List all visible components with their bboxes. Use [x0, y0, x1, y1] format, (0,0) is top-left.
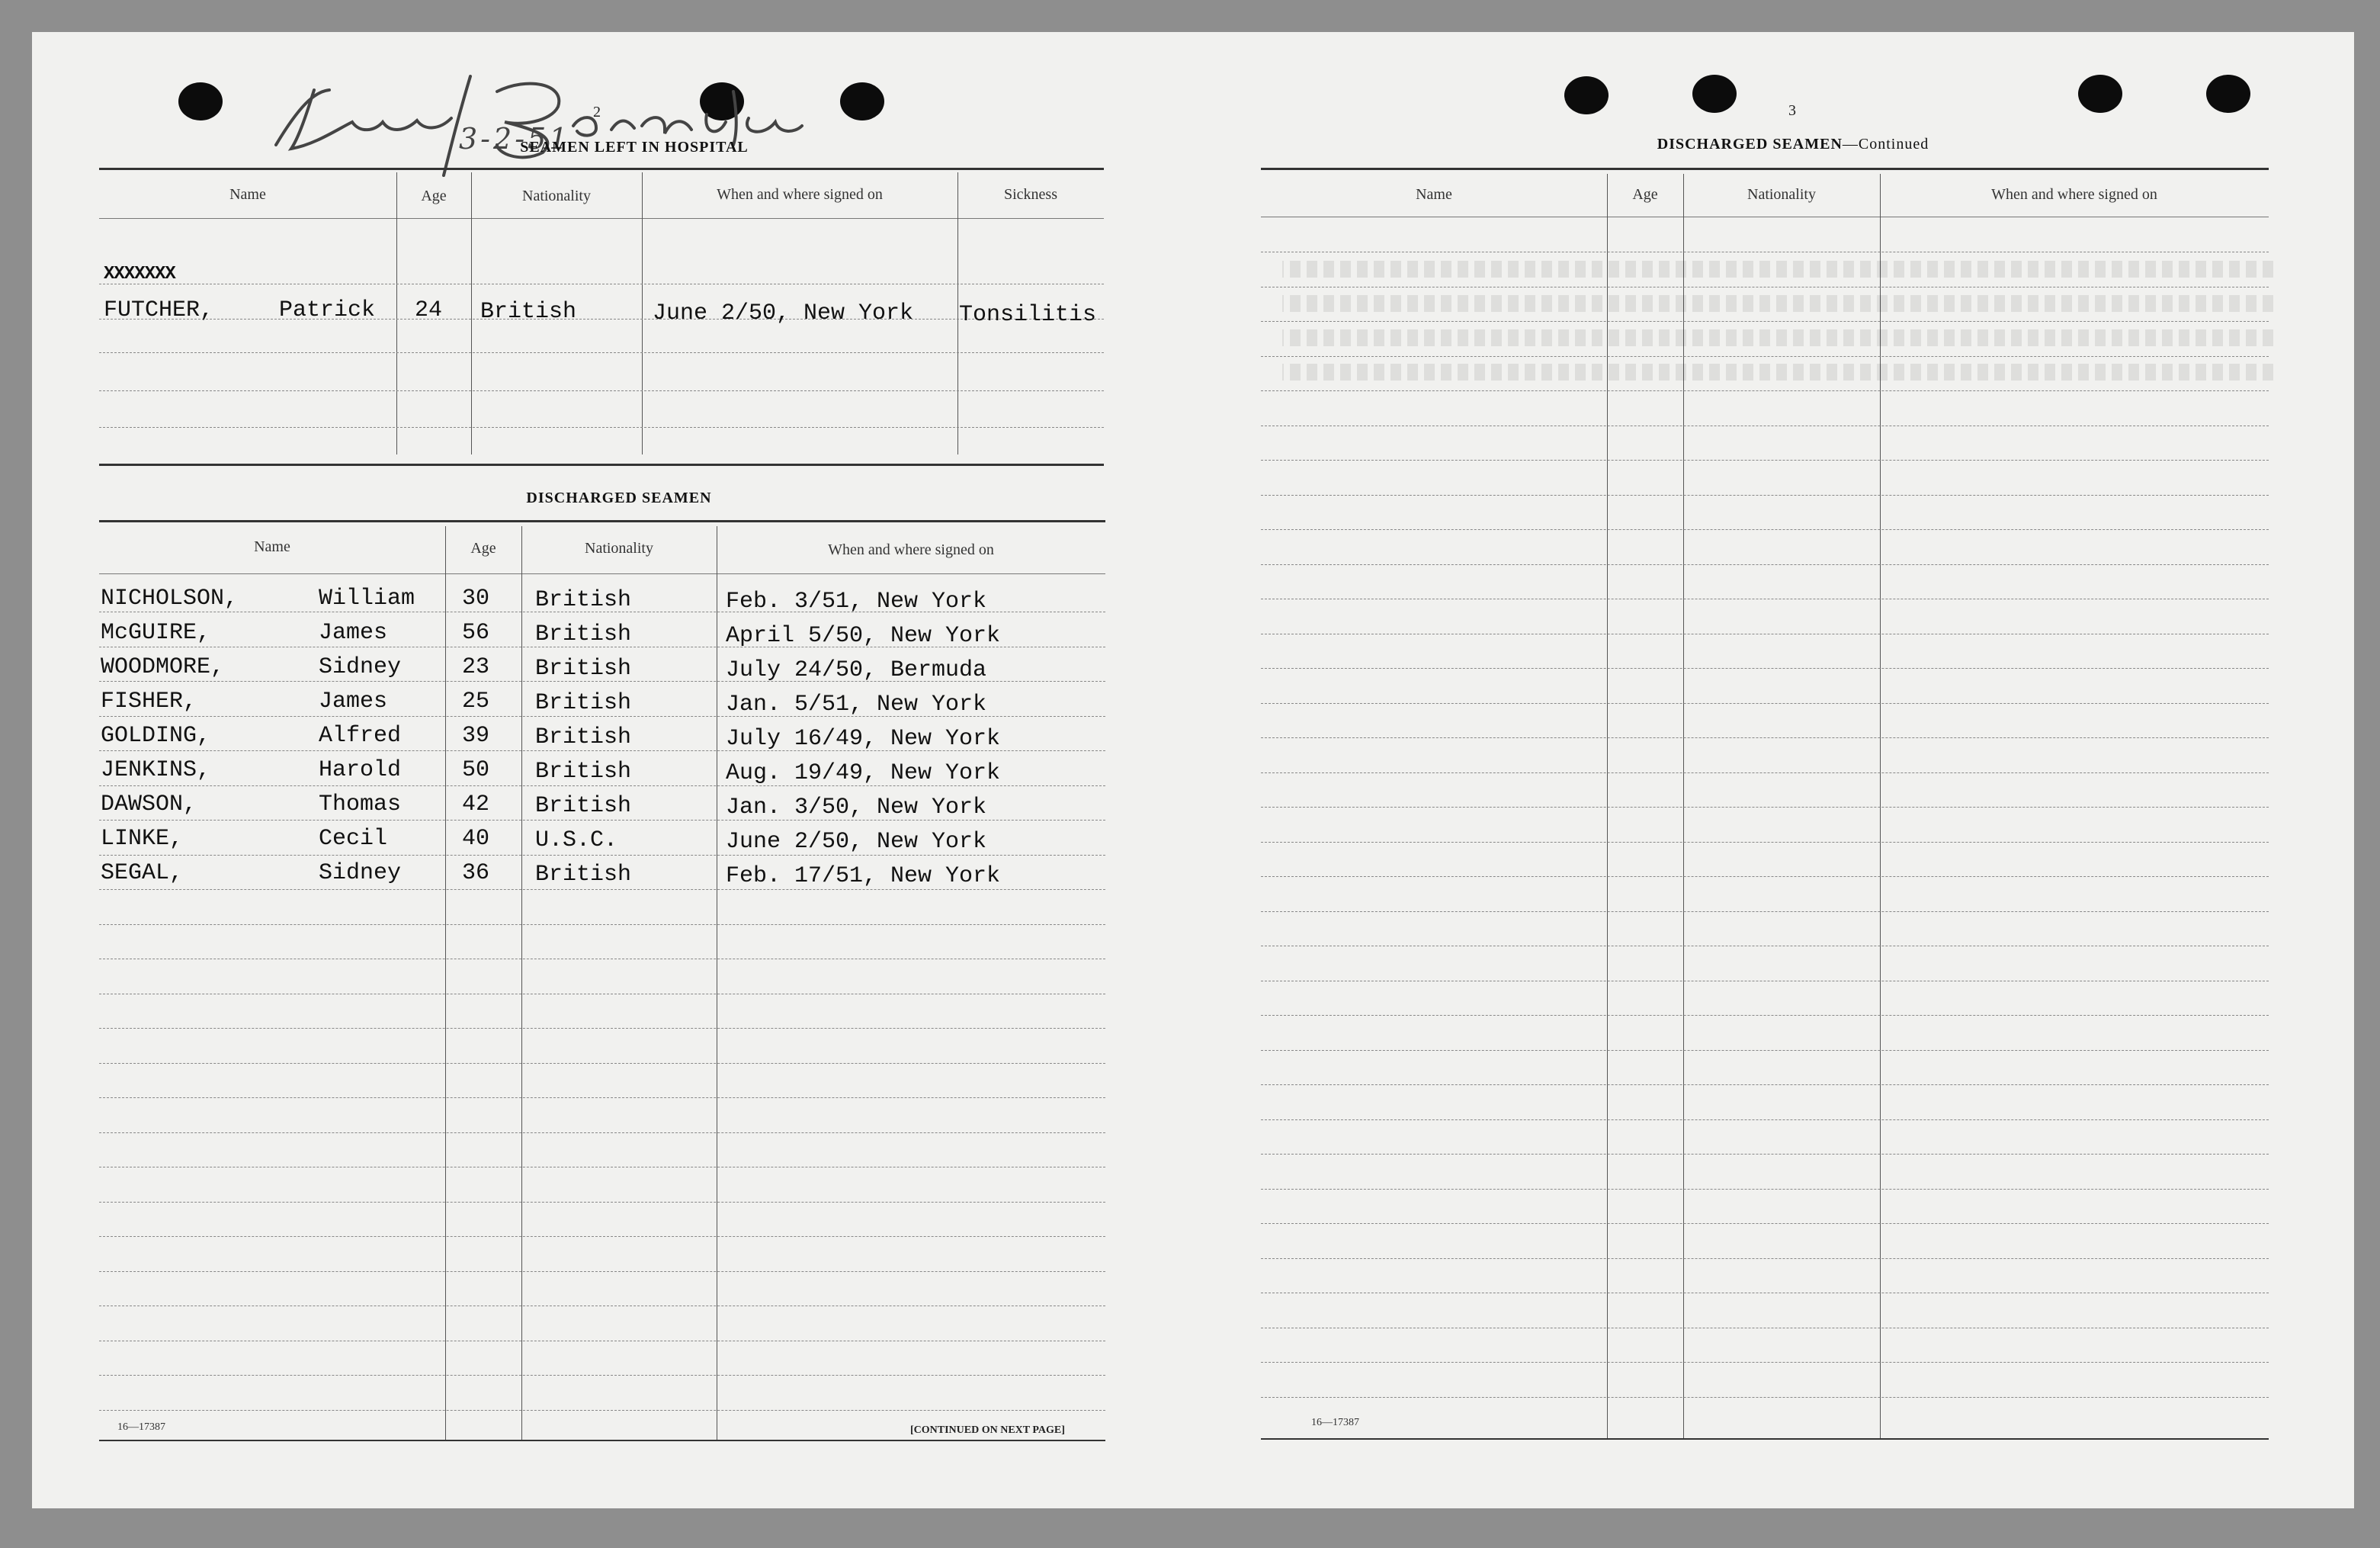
seaman-signed-on: June 2/50, New York: [726, 829, 987, 855]
seaman-nationality: British: [535, 793, 632, 819]
seaman-age: 50: [462, 757, 490, 783]
row-rule: [99, 319, 1104, 320]
hospital-sickness: Tonsilitis: [959, 302, 1097, 328]
row-rule: [1261, 772, 2269, 773]
seaman-nationality: British: [535, 621, 632, 647]
row-rule: [99, 1410, 1105, 1411]
header-name: Name: [1416, 186, 1452, 203]
punch-hole: [1564, 76, 1609, 114]
row-rule: [99, 1063, 1105, 1064]
header-age: Age: [470, 540, 496, 557]
row-rule: [1261, 1189, 2269, 1190]
seaman-age: 42: [462, 792, 490, 817]
seaman-given-name: James: [319, 620, 388, 646]
column-divider: [642, 172, 643, 454]
row-rule: [99, 352, 1104, 353]
table-top-rule: [99, 168, 1104, 170]
hospital-age: 24: [415, 297, 443, 323]
seaman-age: 23: [462, 654, 490, 680]
row-rule: [99, 924, 1105, 925]
seaman-nationality: British: [535, 724, 632, 750]
row-rule: [1261, 807, 2269, 808]
row-rule: [99, 785, 1105, 786]
row-rule: [1261, 356, 2269, 357]
page-number: 2: [593, 104, 601, 120]
hospital-given-name: Patrick: [279, 297, 376, 323]
row-rule: [99, 1132, 1105, 1133]
punch-hole: [2206, 75, 2250, 113]
seaman-given-name: Sidney: [319, 860, 402, 886]
seaman-nationality: British: [535, 587, 632, 613]
seaman-surname: McGUIRE,: [101, 620, 211, 646]
row-rule: [99, 1028, 1105, 1029]
annotation-date: 3-2-51: [459, 122, 571, 156]
row-rule: [99, 427, 1104, 428]
seaman-signed-on: April 5/50, New York: [726, 623, 1001, 649]
column-divider: [396, 172, 397, 454]
seaman-signed-on: Jan. 5/51, New York: [726, 692, 987, 718]
punch-hole: [178, 82, 223, 120]
seaman-given-name: Harold: [319, 757, 402, 783]
seaman-nationality: British: [535, 862, 632, 888]
seaman-nationality: British: [535, 656, 632, 682]
column-divider: [957, 172, 958, 454]
seaman-age: 39: [462, 723, 490, 749]
table-bottom-rule: [99, 1440, 1105, 1441]
hospital-surname: FUTCHER,: [104, 297, 214, 323]
header-age: Age: [1632, 186, 1658, 203]
header-nationality: Nationality: [522, 188, 591, 204]
row-rule: [1261, 842, 2269, 843]
row-rule: [1261, 1050, 2269, 1051]
hospital-nationality: British: [480, 299, 577, 325]
seaman-surname: WOODMORE,: [101, 654, 225, 680]
seaman-nationality: British: [535, 690, 632, 716]
seaman-surname: DAWSON,: [101, 792, 197, 817]
table-bottom-rule: [99, 464, 1104, 466]
row-rule: [99, 1202, 1105, 1203]
row-rule: [99, 681, 1105, 682]
table-header-rule: [99, 218, 1104, 219]
form-number: 16—17387: [1311, 1417, 1359, 1428]
row-rule: [1261, 1258, 2269, 1259]
row-rule: [99, 1271, 1105, 1272]
row-rule: [99, 1375, 1105, 1376]
row-rule: [1261, 911, 2269, 912]
row-rule: [1261, 321, 2269, 322]
seaman-given-name: William: [319, 586, 415, 612]
table-top-rule: [99, 520, 1105, 522]
row-rule: [1261, 390, 2269, 391]
row-rule: [1261, 564, 2269, 565]
seaman-signed-on: July 24/50, Bermuda: [726, 657, 987, 683]
left-page: [32, 32, 1191, 1508]
row-rule: [1261, 1362, 2269, 1363]
seaman-signed-on: July 16/49, New York: [726, 726, 1001, 752]
row-rule: [99, 750, 1105, 751]
seaman-given-name: Alfred: [319, 723, 402, 749]
row-rule: [99, 390, 1104, 391]
row-rule: [1261, 703, 2269, 704]
form-number: 16—17387: [117, 1421, 165, 1433]
row-rule: [99, 855, 1105, 856]
row-rule: [1261, 495, 2269, 496]
table-bottom-rule: [1261, 1438, 2269, 1440]
continued-note: [CONTINUED ON NEXT PAGE]: [910, 1424, 1065, 1436]
header-nationality: Nationality: [1747, 186, 1816, 203]
seaman-signed-on: Jan. 3/50, New York: [726, 795, 987, 821]
row-rule: [1261, 1119, 2269, 1120]
column-divider: [471, 172, 472, 454]
discharged-continued-title: [1557, 136, 2029, 153]
bleed-through-row: [1282, 295, 2273, 312]
seaman-age: 30: [462, 586, 490, 612]
row-rule: [1261, 668, 2269, 669]
table-top-rule: [1261, 168, 2269, 170]
row-rule: [99, 889, 1105, 890]
seaman-surname: NICHOLSON,: [101, 586, 239, 612]
seaman-given-name: Thomas: [319, 792, 402, 817]
row-rule: [1261, 1397, 2269, 1398]
title-suffix: —Continued: [1842, 136, 1929, 153]
row-rule: [99, 716, 1105, 717]
punch-hole: [840, 82, 884, 120]
seaman-nationality: U.S.C.: [535, 827, 618, 853]
row-rule: [1261, 529, 2269, 530]
struck-out-entry: XXXXXXX: [104, 264, 175, 284]
seaman-signed-on: Feb. 3/51, New York: [726, 589, 987, 615]
punch-hole: [2078, 75, 2122, 113]
seaman-age: 25: [462, 689, 490, 715]
bleed-through-row: [1282, 261, 2273, 278]
header-signed-on: When and where signed on: [1991, 186, 2157, 203]
table-header-rule: [99, 573, 1105, 574]
seaman-signed-on: Aug. 19/49, New York: [726, 760, 1001, 786]
row-rule: [1261, 1154, 2269, 1155]
row-rule: [1261, 1223, 2269, 1224]
seaman-age: 36: [462, 860, 490, 886]
row-rule: [1261, 1015, 2269, 1016]
row-rule: [1261, 460, 2269, 461]
header-age: Age: [421, 188, 447, 204]
seaman-nationality: British: [535, 759, 632, 785]
hospital-section-title: SEAMEN LEFT IN HOSPITAL: [520, 139, 749, 156]
document-sheet: [32, 32, 2354, 1508]
seaman-surname: JENKINS,: [101, 757, 211, 783]
header-nationality: Nationality: [585, 540, 653, 557]
right-page: [1191, 32, 2354, 1508]
header-sickness: Sickness: [1004, 186, 1057, 203]
row-rule: [99, 1236, 1105, 1237]
page-number: 3: [1788, 102, 1796, 119]
seaman-age: 56: [462, 620, 490, 646]
column-divider: [521, 526, 522, 1441]
header-signed-on: When and where signed on: [717, 186, 883, 203]
discharged-section-title: DISCHARGED SEAMEN: [526, 490, 712, 506]
seaman-given-name: Cecil: [319, 826, 388, 852]
row-rule: [99, 1097, 1105, 1098]
seaman-surname: LINKE,: [101, 826, 184, 852]
header-signed-on: When and where signed on: [828, 541, 994, 558]
row-rule: [1261, 876, 2269, 877]
seaman-given-name: Sidney: [319, 654, 402, 680]
title-main: DISCHARGED SEAMEN: [1657, 136, 1843, 153]
row-rule: [99, 820, 1105, 821]
seaman-surname: FISHER,: [101, 689, 197, 715]
row-rule: [1261, 1084, 2269, 1085]
seaman-surname: SEGAL,: [101, 860, 184, 886]
seaman-age: 40: [462, 826, 490, 852]
header-name: Name: [254, 538, 290, 555]
punch-hole: [1692, 75, 1737, 113]
header-name: Name: [229, 186, 266, 203]
seaman-given-name: James: [319, 689, 388, 715]
seaman-surname: GOLDING,: [101, 723, 211, 749]
seaman-signed-on: Feb. 17/51, New York: [726, 863, 1001, 889]
row-rule: [1261, 737, 2269, 738]
bleed-through-row: [1282, 364, 2273, 381]
bleed-through-row: [1282, 329, 2273, 346]
column-divider: [445, 526, 446, 1441]
hospital-signed-on: June 2/50, New York: [653, 300, 914, 326]
